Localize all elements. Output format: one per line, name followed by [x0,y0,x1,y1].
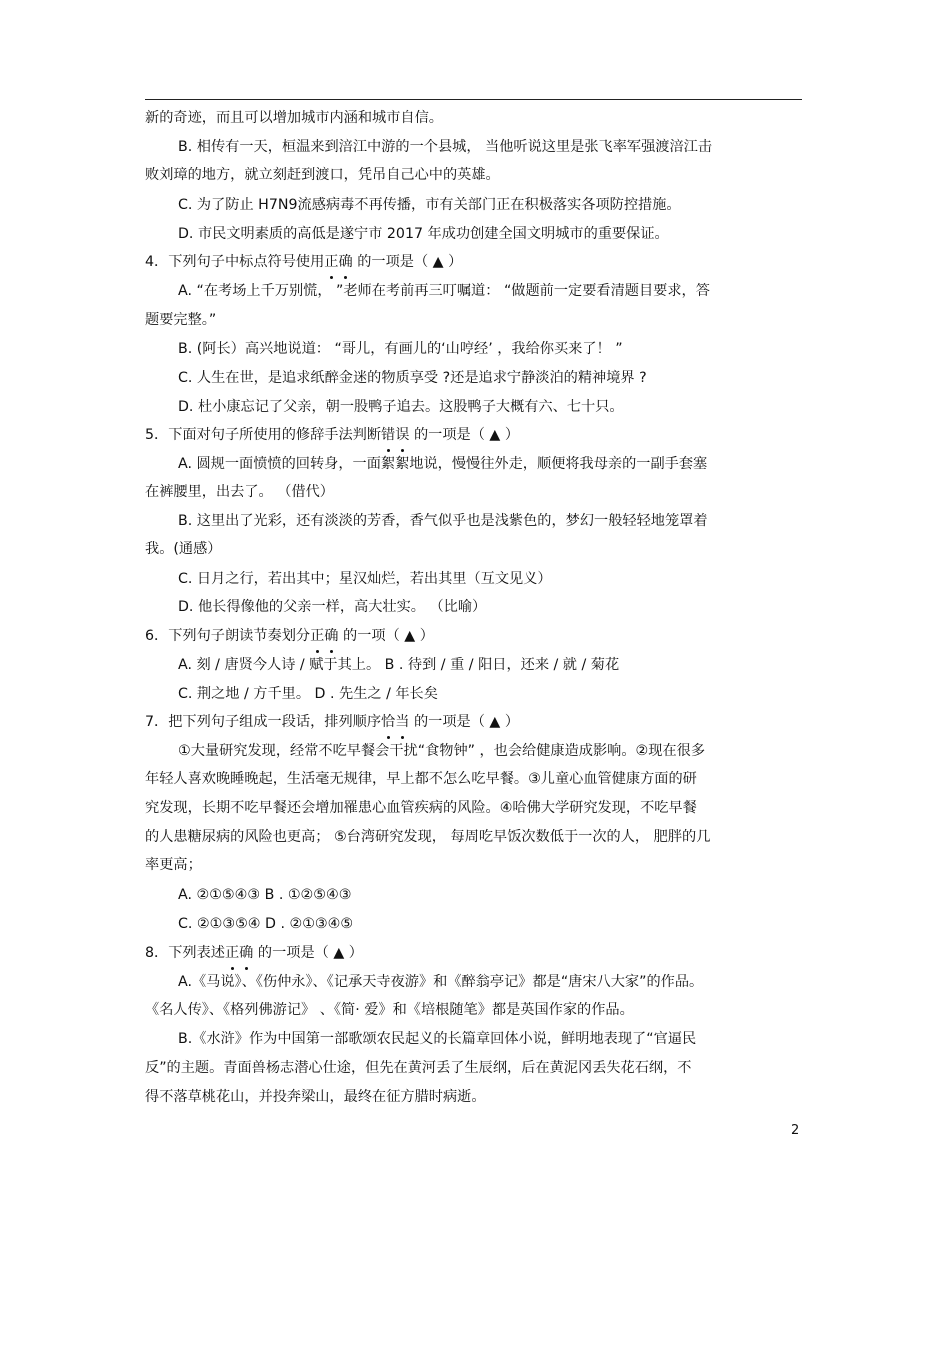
emphasis-word [381,427,409,443]
emphasis-char: 正 [224,945,240,961]
question-text: 的一项是（ ▲ ） [409,714,520,730]
options-ab-line: A. ②①⑤④③ B . ①②⑤④③ [178,887,352,903]
emphasis-char: 确 [338,254,353,270]
option-d-line: D. 他长得像他的父亲一样，高大壮实。 （比喻） [178,599,487,615]
text-line: 《名人传》、《格列佛游记》 、《简· 爱》和《培根随笔》都是英国作家的作品。 [145,1002,634,1018]
emphasis-word [324,254,352,270]
question-7 [145,712,519,732]
text-line: 的人患糖尿病的风险也更高； ⑤台湾研究发现， 每周吃早饭次数低于一次的人， 肥胖的几 [145,829,711,845]
emphasis-char: 当 [395,714,410,730]
emphasis-char: 正 [324,254,339,270]
question-text: 7．把下列句子组成一段话，排列顺序 [145,714,382,730]
question-text: 5．下面对句子所使用的修辞手法判断 [145,427,382,443]
option-a-line: A. 圆规一面愤愤的回转身，一面絮絮地说，慢慢往外走，顺便将我母亲的一副手套塞 [178,456,708,472]
option-c-line: C. 人生在世，是追求纸醉金迷的物质享受 ?还是追求宁静淡泊的精神境界 ? [178,370,647,386]
text-line: 反”的主题。青面兽杨志潜心仕途，但先在黄河丢了生辰纲，后在黄泥冈丢失花石纲，不 [145,1060,692,1076]
text-line: 究发现，长期不吃早餐还会增加罹患心血管疾病的风险。④哈佛大学研究发现，不吃早餐 [145,800,697,816]
text-line: 新的奇迹，而且可以增加城市内涵和城市自信。 [145,110,443,126]
options-ab-line: A. 刻 / 唐贤今人诗 / 赋于其上。 B . 待到 / 重 / 阳日，还来 / 就 / 菊花 [178,657,620,673]
question-8 [145,943,363,963]
text-line: ①大量研究发现，经常不吃早餐会干扰“食物钟” ，也会给健康造成影响。②现在很多 [178,743,706,759]
question-6 [145,626,434,646]
option-d-line: D. 市民文明素质的高低是遂宁市 2017 年成功创建全国文明城市的重要保证。 [178,226,669,242]
options-cd-line: C. 荆之地 / 方千里。 D . 先生之 / 年长矣 [178,686,438,702]
option-b-line: B. (阿长）高兴地说道： “哥儿，有画儿的‘山哼经’ ，我给你买来了！ ” [178,341,623,357]
text-line: 我。(通感） [145,541,222,557]
text-line: 败刘璋的地方，就立刻赶到渡口，凭吊自己心中的英雄。 [145,167,500,183]
option-d-line: D. 杜小康忘记了父亲，朝一股鸭子追去。这股鸭子大概有六、七十只。 [178,399,624,415]
option-c-line: C. 日月之行，若出其中；星汉灿烂，若出其里（互文见义） [178,571,552,587]
emphasis-char: 错 [381,427,396,443]
text-line: 率更高； [145,857,202,873]
text-line: 在裤腰里，出去了。 （借代） [145,484,334,500]
header-rule [145,99,802,100]
question-4 [145,252,462,272]
question-text: 6．下列句子朗读节奏划分 [145,628,311,644]
option-b-line: B. 相传有一天，桓温来到涪江中游的一个县城， 当他听说这里是张飞率军强渡涪江击 [178,139,713,155]
option-a-line: A. “在考场上千万别慌， ”老师在考前再三叮嘱道： “做题前一定要看清题目要求，答 [178,283,710,299]
question-text: 的一项是（ ▲ ） [253,945,363,961]
question-text: 4．下列句子中标点符号使用 [145,254,325,270]
option-c-line: C. 为了防止 H7N9流感病毒不再传播，市有关部门正在积极落实各项防控措施。 [178,197,681,213]
page-number: 2 [791,1123,800,1138]
text-line: 题要完整。” [145,312,217,328]
options-cd-line: C. ②①③⑤④ D . ②①③④⑤ [178,916,354,932]
question-text: 的一项（ ▲ ） [338,628,434,644]
option-b-line: B. 这里出了光彩，还有淡淡的芳香，香气似乎也是浅紫色的，梦幻一般轻轻地笼罩着 [178,513,708,529]
emphasis-char: 误 [395,427,410,443]
emphasis-char: 正 [310,628,325,644]
question-text: 8．下列表述 [145,945,225,961]
emphasis-word [225,945,253,961]
question-text: 的一项是（ ▲ ） [409,427,520,443]
option-a-line: A.《马说》、《伤仲永》、《记承天寺夜游》和《醉翁亭记》都是“唐宋八大家”的作品。 [178,974,704,990]
option-b-line: B.《水浒》作为中国第一部歌颂农民起义的长篇章回体小说，鲜明地表现了“官逼民 [178,1031,697,1047]
text-line: 得不落草桃花山，并投奔梁山，最终在征方腊时病逝。 [145,1089,486,1105]
question-text: 的一项是（ ▲ ） [352,254,463,270]
emphasis-char: 确 [324,628,339,644]
emphasis-char: 确 [239,945,254,961]
question-5 [145,425,519,445]
emphasis-char: 恰 [381,714,396,730]
emphasis-word [381,714,409,730]
text-line: 年轻人喜欢晚睡晚起，生活毫无规律，早上都不怎么吃早餐。③儿童心血管健康方面的研 [145,771,697,787]
emphasis-word [310,628,338,644]
